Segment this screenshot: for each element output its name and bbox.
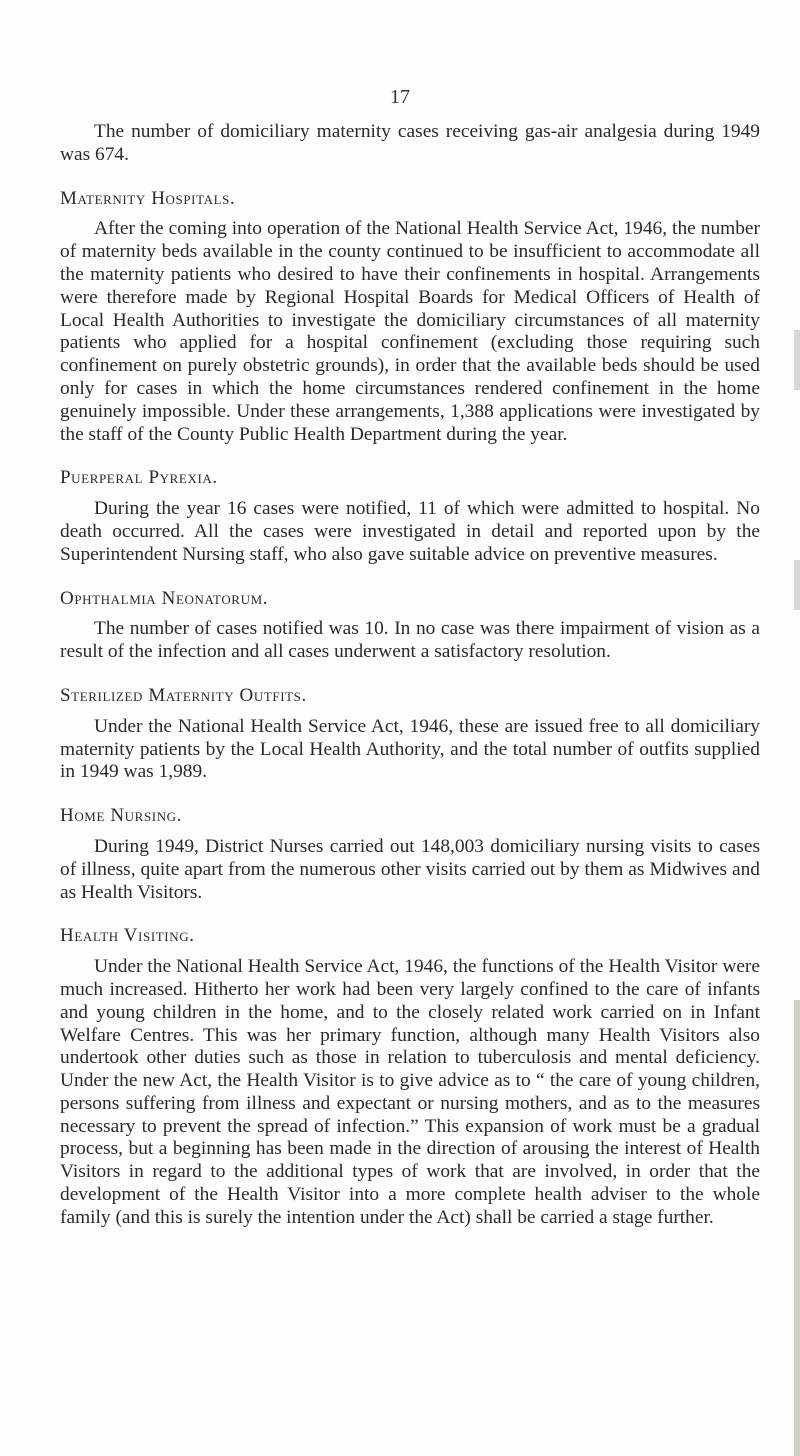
section-heading: Maternity Hospitals.: [60, 187, 236, 209]
section-heading: Home Nursing.: [60, 805, 183, 827]
page-edge-shadow: [794, 330, 800, 390]
section-sterilized-maternity-outfits: [60, 685, 760, 784]
section-ophthalmia-neonatorum: [60, 588, 760, 664]
section-paragraph: During 1949, District Nurses carried out 148,003 domiciliary nursing visits to cases of illness, quite apart from the numerous other visits carried out by them as Midwives and as Health Visitors.: [60, 835, 760, 903]
section-paragraph: Under the National Health Service Act, 1946, the functions of the Health Visitor were much increased. Hitherto her work had been very largely confined to the care of infants and young children in the home, and to the closely related work carried on in Infant Welfare Centres. This was her primary function, although many Health Visitors also undertook other duties such as those in relation to tuberculosis and mental deficiency. Under the new Act, the Health Visitor is to give advice as to “ the care of young children, persons suffering from illness and expectant or nursing mothers, and as to the measures necessary to prevent the spread of infection.” This expansion of work must be a gradual process, but a beginning has been made in the direction of arousing the interest of Health Visitors in regard to the additional types of work that are involved, in order that the development of the Health Visitor into a more complete health adviser to the whole family (and this is surely the intention under the Act) shall be carried a stage further.: [60, 956, 760, 1228]
page-edge-shadow: [794, 560, 800, 610]
document-body: [60, 121, 760, 1230]
section-paragraph: During the year 16 cases were notified, 11 of which were admitted to hospital. No death occurred. All the cases were investigated in detail and reported upon by the Superintendent Nursing staff, who also gave suitable advice on preventive measures.: [60, 498, 760, 565]
section-paragraph: The number of cases notified was 10. In no case was there impairment of vision as a result of the infection and all cases underwent a satisfactory resolution.: [60, 618, 760, 663]
section-heading: Puerperal Pyrexia.: [60, 467, 218, 489]
section-paragraph: Under the National Health Service Act, 1946, these are issued free to all domiciliary maternity patients by the Local Health Authority, and the total number of outfits supplied in 1949 was 1,989.: [60, 715, 760, 783]
section-maternity-hospitals: [60, 188, 760, 447]
section-paragraph: After the coming into operation of the National Health Service Act, 1946, the number of maternity beds available in the county continued to be insufficient to accommodate all the maternity patients who desired to have their confinements in hospital. Arrangements were therefore made by Regional Hospital Boards for Medical Officers of Health of Local Health Authorities to investigate the domiciliary circumstances of all maternity patients who applied for a hospital confinement (excluding those requiring such confinement on purely obstetric grounds), in order that the available beds should be used only for cases in which the home circumstances rendered confinement in the home genuinely impossible. Under these arrangements, 1,388 applications were investigated by the staff of the County Public Health Department during the year.: [60, 218, 760, 445]
page-edge-shadow: [794, 1000, 800, 1456]
section-health-visiting: [60, 925, 760, 1229]
section-home-nursing: [60, 805, 760, 904]
section-heading: Sterilized Maternity Outfits.: [60, 684, 307, 706]
section-heading: Health Visiting.: [60, 925, 195, 947]
page-number: 17: [390, 86, 410, 108]
section-heading: Ophthalmia Neonatorum.: [60, 587, 269, 609]
section-puerperal-pyrexia: [60, 467, 760, 566]
intro-paragraph: The number of domiciliary maternity cases receiving gas-air analgesia during 1949 was 674.: [60, 121, 760, 165]
